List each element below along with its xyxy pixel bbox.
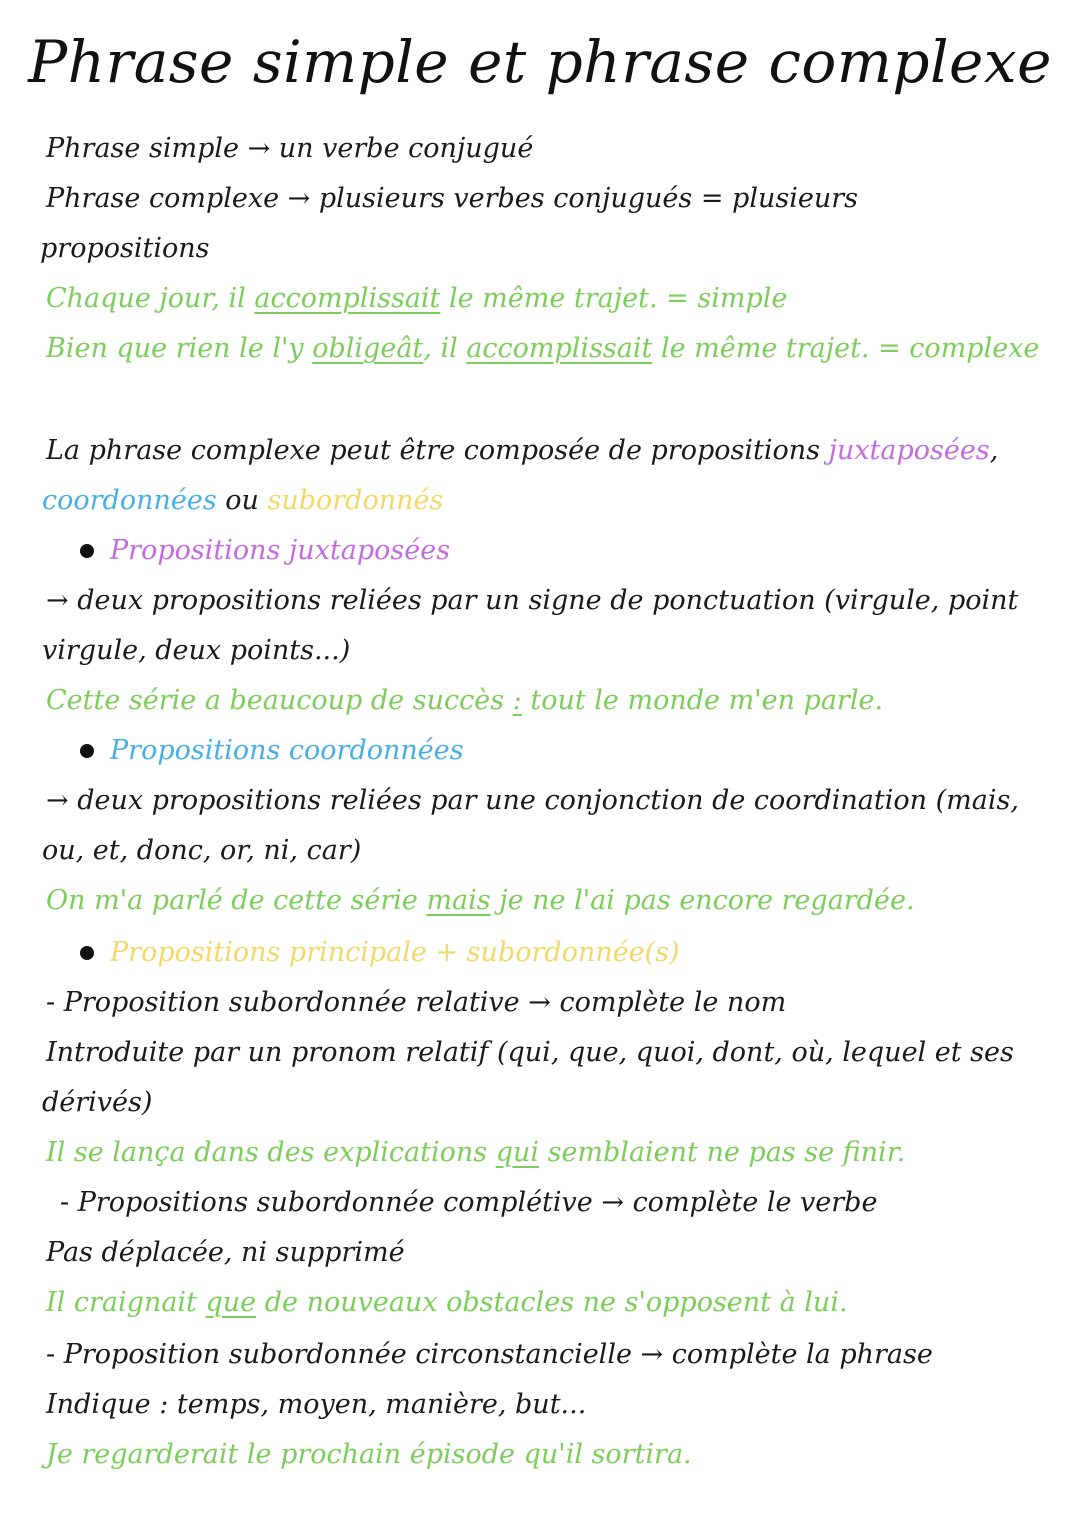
heading-coordonnees: Propositions coordonnées [110,735,464,766]
circonstancielle-example: Je regarderait le prochain épisode qu'il sortira. [46,1439,692,1470]
juxtaposees-definition: → deux propositions reliées par un signe de ponctuation (virgule, point [46,585,1019,616]
juxtaposees-example: Cette série a beaucoup de succès : tout le monde m'en parle. [46,685,884,716]
coordonnees-definition: → deux propositions reliées par une conjonction de coordination (mais, [46,785,1019,816]
relative-example: Il se lança dans des explications qui semblaient ne pas se finir. [46,1137,906,1168]
completive-heading: - Propositions subordonnée complétive → complète le verbe [60,1187,878,1218]
circonstancielle-definition: Indique : temps, moyen, manière, but... [46,1389,587,1420]
example-simple: Chaque jour, il accomplissait le même trajet. = simple [46,283,788,314]
simple-definition: Phrase simple → un verbe conjugué [46,133,534,164]
coordonnees-example: On m'a parlé de cette série mais je ne l'ai pas encore regardée. [46,885,915,916]
coordonnees-definition-cont: ou, et, donc, or, ni, car) [42,835,362,866]
heading-subordonnees: Propositions principale + subordonnée(s) [110,937,680,968]
bullet-icon [80,946,94,960]
circonstancielle-heading: - Proposition subordonnée circonstancielle → complète la phrase [46,1339,933,1370]
completive-example: Il craignait que de nouveaux obstacles ne s'opposent à lui. [46,1287,848,1318]
complex-definition-cont: propositions [40,233,210,264]
complex-definition: Phrase complexe → plusieurs verbes conjugués = plusieurs [46,183,858,214]
types-intro: La phrase complexe peut être composée de propositions juxtaposées, [46,435,999,466]
example-complex: Bien que rien le l'y obligeât, il accomplissait le même trajet. = complexe [46,333,1040,364]
types-intro-cont: coordonnées ou subordonnés [42,485,444,516]
completive-definition: Pas déplacée, ni supprimé [46,1237,405,1268]
page-title: Phrase simple et phrase complexe [28,28,1052,96]
bullet-icon [80,544,94,558]
heading-juxtaposees: Propositions juxtaposées [110,535,451,566]
bullet-icon [80,744,94,758]
relative-definition-cont: dérivés) [42,1087,153,1118]
relative-heading: - Proposition subordonnée relative → complète le nom [46,987,787,1018]
juxtaposees-definition-cont: virgule, deux points...) [42,635,351,666]
relative-definition: Introduite par un pronom relatif (qui, que, quoi, dont, où, lequel et ses [46,1037,1014,1068]
